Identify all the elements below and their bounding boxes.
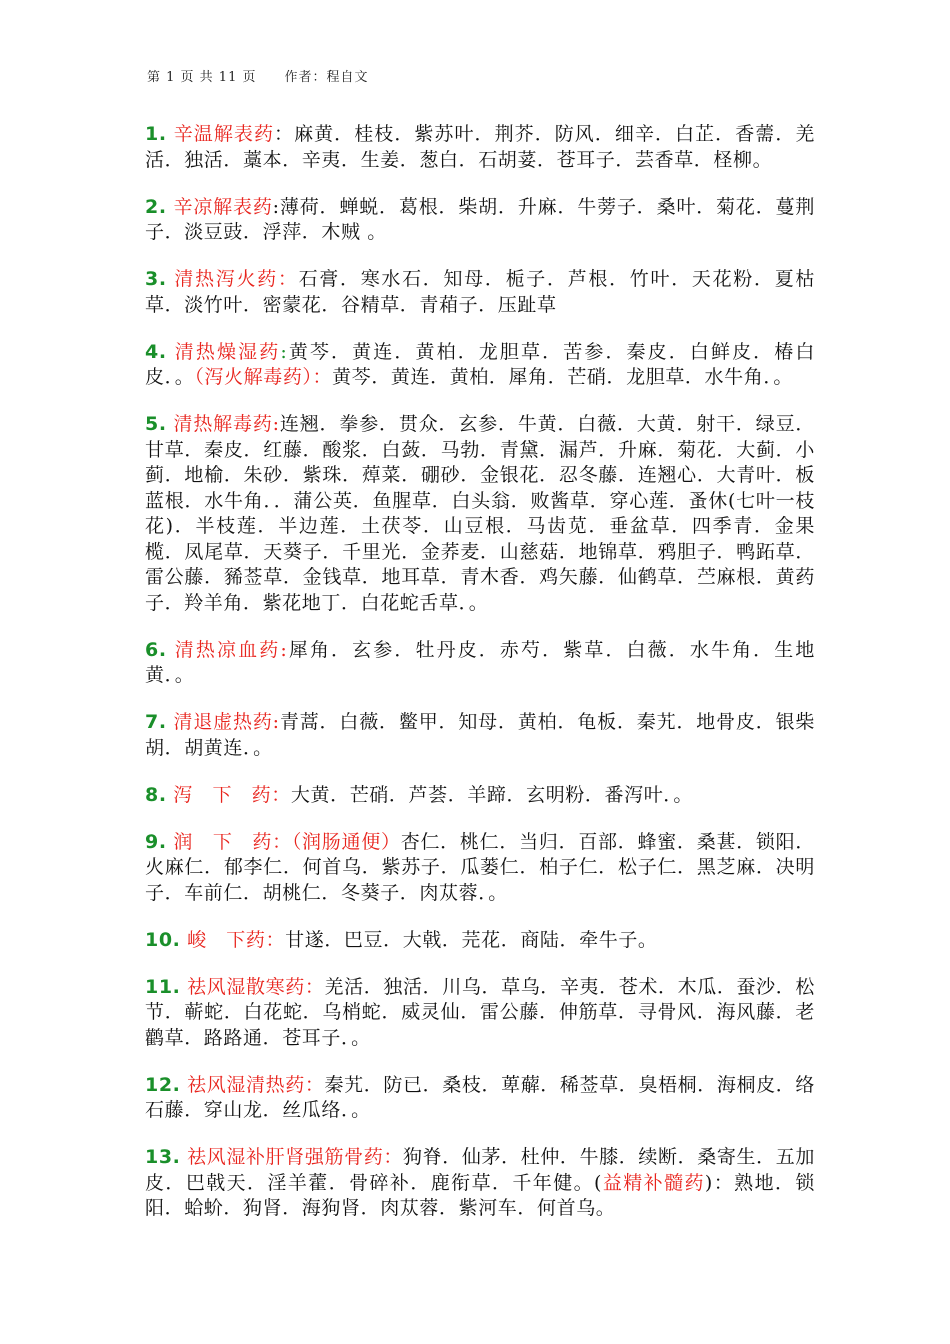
item-text-extra: 黄芩．黄连．黄柏．犀角．芒硝．龙胆草．水牛角．。	[332, 366, 794, 388]
document-body	[145, 122, 815, 1243]
subcategory-title: 益精补髓药	[602, 1171, 705, 1194]
item-number: 3.	[145, 268, 167, 290]
list-item	[145, 710, 815, 761]
list-item	[145, 783, 815, 809]
item-number: 4.	[145, 340, 167, 363]
item-text: 连翘．拳参．贯众．玄参．牛黄．白薇．大黄．射干．绿豆．甘草．秦皮．红藤．酸浆．白蔹．马勃．青黛．漏芦．升麻．菊花．大蓟．小蓟．地榆．朱砂．紫珠．蔊菜．硼砂．金银花．忍冬藤．连翘心．大青叶．板蓝根．水牛角．．蒲公英．鱼腥草．白头翁．败酱草．穿心莲．蚤休(七叶一枝花)．半枝莲．半边莲．土茯苓．山豆根．马齿苋．垂盆草．四季青．金果榄．凤尾草．天葵子．千里光．金荞麦．山慈菇．地锦草．鸦胆子．鸭跖草．雷公藤．豨莶草．金钱草．地耳草．青木香．鸡矢藤．仙鹤草．苎麻根．黄药子．羚羊角．紫花地丁．白花蛇舌草．。	[145, 413, 816, 614]
list-item	[145, 412, 815, 616]
category-title: 清热泻火药	[166, 268, 278, 290]
item-colon: ：	[271, 783, 291, 806]
list-item	[145, 195, 815, 246]
item-colon: ：	[274, 123, 295, 145]
item-colon: :	[272, 711, 280, 733]
item-number: 12.	[145, 1073, 181, 1096]
category-title: 清热燥湿药	[166, 340, 281, 363]
category-title: 泻 下 药	[166, 783, 272, 806]
list-item	[145, 975, 815, 1052]
item-text: 秦艽．防已．桑枝．萆薢．稀莶草．臭梧桐．海桐皮．络石藤．穿山龙．丝瓜络．。	[145, 1073, 815, 1121]
item-text: 黄芩．黄连．黄柏．龙胆草．苦参．秦皮．白鲜皮．椿白皮．。	[145, 340, 815, 388]
item-text: 石膏．寒水石．知母．栀子．芦根．竹叶．天花粉．夏枯草．淡竹叶．密蒙花．谷精草．青葙子．压趾草	[145, 268, 815, 316]
category-title: 辛凉解表药	[166, 195, 273, 218]
item-number: 7.	[145, 711, 167, 733]
item-number: 1.	[145, 123, 167, 145]
item-colon: ：	[277, 268, 299, 290]
item-text: 青蒿．白薇．鳖甲．知母．黄柏．龟板．秦艽．地骨皮．银柴胡．胡黄连．。	[145, 711, 816, 759]
category-title: 清热解毒药	[166, 413, 273, 435]
item-colon: :	[280, 340, 288, 363]
list-item	[145, 638, 815, 689]
category-title: 峻 下药	[180, 928, 266, 951]
list-item	[145, 1073, 815, 1124]
item-text: 杏仁．桃仁．当归．百部．蜂蜜．桑葚．锁阳．火麻仁．郁李仁．何首乌．紫苏子．瓜蒌仁．柏子仁．松子仁．黑芝麻．决明子．车前仁．胡桃仁．冬葵子．肉苁蓉．。	[145, 830, 815, 904]
item-number: 8.	[145, 783, 167, 806]
list-item	[145, 340, 815, 391]
item-text: 狗脊．仙茅．杜仲．牛膝．续断．桑寄生．五加皮．巴戟天．淫羊藿．骨碎补．鹿衔草．千年健。(	[145, 1146, 815, 1194]
item-text: 薄荷．蝉蜕．葛根．柴胡．升麻．牛蒡子．桑叶．菊花．蔓荆子．淡豆豉．浮萍．木贼 。	[145, 195, 816, 243]
list-item	[145, 122, 815, 173]
page-header	[147, 66, 369, 85]
item-number: 9.	[145, 830, 167, 853]
category-title: 祛风湿散寒药	[180, 975, 305, 998]
item-colon: :	[272, 413, 280, 435]
item-text: 甘遂．巴豆．大戟．芫花．商陆．牵牛子。	[285, 928, 658, 951]
page-info: 第 1 页 共 11 页	[147, 70, 257, 85]
item-text: 麻黄．桂枝．紫苏叶．荆芥．防风．细辛．白芷．香薷．羌活．独活．藁本．辛夷．生姜．葱白．石胡荽．苍耳子．芸香草．柽柳。	[145, 123, 815, 171]
item-colon: ：	[304, 975, 325, 998]
item-colon: ：	[265, 928, 286, 951]
item-text: 大黄．芒硝．芦荟．羊蹄．玄明粉．番泻叶．。	[290, 783, 693, 806]
item-colon: ：	[304, 1073, 325, 1096]
category-title: 清退虚热药	[166, 711, 273, 733]
item-colon: :	[280, 638, 288, 661]
category-title: 辛温解表药	[166, 123, 274, 145]
author: 作者：程自文	[284, 70, 369, 85]
item-number: 11.	[145, 975, 181, 998]
item-text-extra: )：熟地．锁阳．蛤蚧．狗肾．海狗肾．肉苁蓉．紫河车．何首乌。	[145, 1171, 815, 1219]
item-colon: ：	[383, 1146, 403, 1168]
list-item	[145, 1145, 815, 1222]
item-number: 5.	[145, 413, 167, 435]
category-title: 润 下 药：（润肠通便）	[166, 830, 401, 853]
item-text: 羌活．独活．川乌．草乌．辛夷．苍术．木瓜．蚕沙．松节．蕲蛇．白花蛇．乌梢蛇．威灵仙．雷公藤．伸筋草．寻骨风．海风藤．老鹳草．路路通．苍耳子．。	[145, 975, 815, 1049]
item-text: 犀角．玄参．牡丹皮．赤芍．紫草．白薇．水牛角．生地黄．。	[145, 638, 815, 686]
category-title: 祛风湿清热药	[180, 1073, 305, 1096]
category-title: 祛风湿补肝肾强筋骨药	[180, 1146, 384, 1168]
list-item	[145, 928, 815, 954]
list-item	[145, 830, 815, 907]
item-number: 6.	[145, 638, 167, 661]
category-title: 清热凉血药	[166, 638, 281, 661]
item-colon: :	[272, 195, 280, 218]
item-number: 2.	[145, 195, 167, 218]
subcategory-title: （泻火解毒药）：	[194, 366, 333, 388]
item-number: 10.	[145, 928, 181, 951]
item-number: 13.	[145, 1146, 181, 1168]
list-item	[145, 267, 815, 318]
